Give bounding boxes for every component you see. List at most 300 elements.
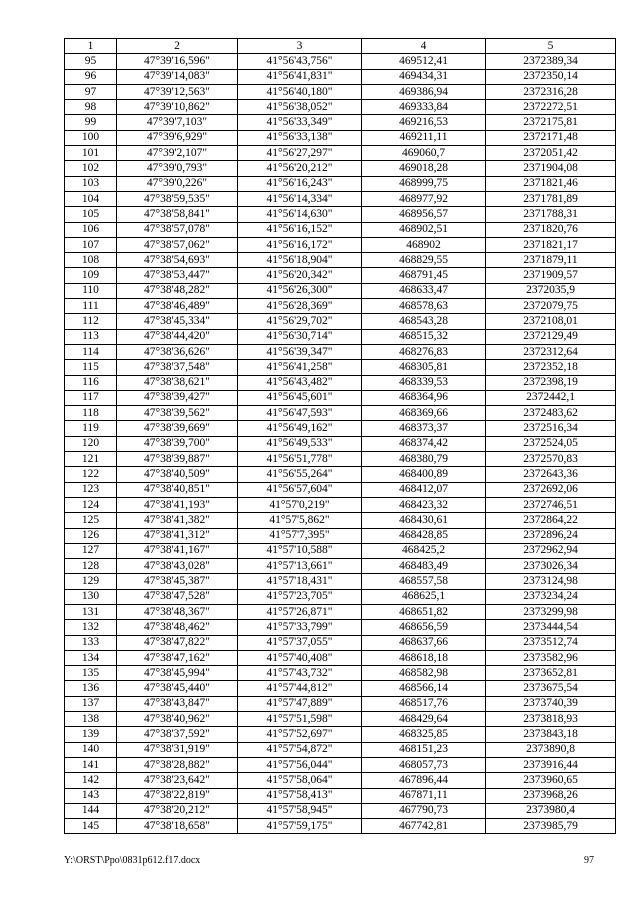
table-cell: 2373968,26 bbox=[486, 788, 616, 803]
table-cell: 47°38'18,658" bbox=[117, 819, 238, 834]
table-cell: 2373582,96 bbox=[486, 650, 616, 665]
table-cell: 47°38'45,387" bbox=[117, 574, 238, 589]
table-cell: 41°56'39,347" bbox=[238, 344, 362, 359]
table-row bbox=[65, 222, 616, 237]
table-cell: 2372035,9 bbox=[486, 283, 616, 298]
table-cell: 47°38'23,642" bbox=[117, 773, 238, 788]
table-cell: 468380,79 bbox=[362, 452, 486, 467]
table-row bbox=[65, 574, 616, 589]
table-cell: 129 bbox=[65, 574, 117, 589]
table-cell: 41°57'0,219" bbox=[238, 497, 362, 512]
table-cell: 127 bbox=[65, 543, 117, 558]
table-cell: 47°39'12,563" bbox=[117, 84, 238, 99]
table-cell: 41°57'10,588" bbox=[238, 543, 362, 558]
table-cell: 41°57'51,598" bbox=[238, 712, 362, 727]
table-cell: 99 bbox=[65, 115, 117, 130]
table-row bbox=[65, 406, 616, 421]
table-row bbox=[65, 375, 616, 390]
table-cell: 2373843,18 bbox=[486, 727, 616, 742]
table-row bbox=[65, 207, 616, 222]
table-cell: 47°38'39,887" bbox=[117, 452, 238, 467]
table-cell: 47°39'7,103" bbox=[117, 115, 238, 130]
table-cell: 468618,18 bbox=[362, 650, 486, 665]
table-cell: 2371821,46 bbox=[486, 176, 616, 191]
table-cell: 467896,44 bbox=[362, 773, 486, 788]
table-cell: 41°56'27,297" bbox=[238, 146, 362, 161]
coordinates-table bbox=[64, 38, 616, 834]
table-row bbox=[65, 497, 616, 512]
table-cell: 138 bbox=[65, 712, 117, 727]
table-cell: 47°38'40,962" bbox=[117, 712, 238, 727]
table-cell: 2371781,89 bbox=[486, 191, 616, 206]
table-cell: 114 bbox=[65, 344, 117, 359]
table-row bbox=[65, 482, 616, 497]
table-cell: 41°57'43,732" bbox=[238, 666, 362, 681]
table-cell: 41°57'33,799" bbox=[238, 620, 362, 635]
table-cell: 2373026,34 bbox=[486, 559, 616, 574]
table-row bbox=[65, 452, 616, 467]
table-cell: 47°38'37,548" bbox=[117, 360, 238, 375]
table-cell: 47°39'14,083" bbox=[117, 69, 238, 84]
table-cell: 102 bbox=[65, 161, 117, 176]
table-cell: 41°56'20,212" bbox=[238, 161, 362, 176]
table-cell: 118 bbox=[65, 406, 117, 421]
table-cell: 47°38'46,489" bbox=[117, 299, 238, 314]
table-cell: 469386,94 bbox=[362, 84, 486, 99]
table-cell: 468517,76 bbox=[362, 696, 486, 711]
table-cell: 134 bbox=[65, 650, 117, 665]
table-cell: 97 bbox=[65, 84, 117, 99]
table-cell: 468515,32 bbox=[362, 329, 486, 344]
table-row bbox=[65, 604, 616, 619]
table-cell: 2372079,75 bbox=[486, 299, 616, 314]
table-cell: 47°39'0,793" bbox=[117, 161, 238, 176]
table-cell: 47°38'40,509" bbox=[117, 467, 238, 482]
table-row bbox=[65, 360, 616, 375]
table-cell: 468566,14 bbox=[362, 681, 486, 696]
table-cell: 41°56'30,714" bbox=[238, 329, 362, 344]
table-cell: 47°39'16,596" bbox=[117, 54, 238, 69]
table-cell: 47°38'45,994" bbox=[117, 666, 238, 681]
table-cell: 116 bbox=[65, 375, 117, 390]
table-cell: 140 bbox=[65, 742, 117, 757]
table-cell: 41°56'28,369" bbox=[238, 299, 362, 314]
table-cell: 468429,64 bbox=[362, 712, 486, 727]
table-cell: 468151,23 bbox=[362, 742, 486, 757]
table-cell: 2373916,44 bbox=[486, 757, 616, 772]
table-row bbox=[65, 513, 616, 528]
table-cell: 47°38'22,819" bbox=[117, 788, 238, 803]
table-cell: 41°56'47,593" bbox=[238, 406, 362, 421]
table-cell: 41°56'14,334" bbox=[238, 191, 362, 206]
table-cell: 47°38'40,851" bbox=[117, 482, 238, 497]
column-header: 5 bbox=[486, 39, 616, 54]
table-cell: 2371821,17 bbox=[486, 237, 616, 252]
table-cell: 47°38'48,282" bbox=[117, 283, 238, 298]
table-row bbox=[65, 467, 616, 482]
table-cell: 2371820,76 bbox=[486, 222, 616, 237]
table-cell: 468829,55 bbox=[362, 253, 486, 268]
table-cell: 47°38'39,427" bbox=[117, 390, 238, 405]
table-row bbox=[65, 757, 616, 772]
table-cell: 469060,7 bbox=[362, 146, 486, 161]
table-cell: 41°56'45,601" bbox=[238, 390, 362, 405]
table-row bbox=[65, 436, 616, 451]
table-cell: 41°57'37,055" bbox=[238, 635, 362, 650]
table-cell: 468423,32 bbox=[362, 497, 486, 512]
table-row bbox=[65, 299, 616, 314]
table-cell: 2372316,28 bbox=[486, 84, 616, 99]
table-cell: 41°56'38,052" bbox=[238, 100, 362, 115]
table-header-row bbox=[65, 39, 616, 54]
table-cell: 2373234,24 bbox=[486, 589, 616, 604]
table-cell: 468305,81 bbox=[362, 360, 486, 375]
column-header: 3 bbox=[238, 39, 362, 54]
table-cell: 2371909,57 bbox=[486, 268, 616, 283]
table-cell: 2372570,83 bbox=[486, 452, 616, 467]
table-cell: 2372272,51 bbox=[486, 100, 616, 115]
table-cell: 47°38'28,882" bbox=[117, 757, 238, 772]
table-cell: 47°38'48,367" bbox=[117, 604, 238, 619]
table-cell: 41°57'58,064" bbox=[238, 773, 362, 788]
table-cell: 469333,84 bbox=[362, 100, 486, 115]
table-cell: 123 bbox=[65, 482, 117, 497]
table-cell: 2371904,08 bbox=[486, 161, 616, 176]
table-cell: 47°38'59,535" bbox=[117, 191, 238, 206]
table-cell: 469216,53 bbox=[362, 115, 486, 130]
table-cell: 468999,75 bbox=[362, 176, 486, 191]
table-cell: 41°56'20,342" bbox=[238, 268, 362, 283]
table-cell: 469018,28 bbox=[362, 161, 486, 176]
table-row bbox=[65, 773, 616, 788]
table-row bbox=[65, 543, 616, 558]
table-cell: 468430,61 bbox=[362, 513, 486, 528]
table-cell: 107 bbox=[65, 237, 117, 252]
table-cell: 468412,07 bbox=[362, 482, 486, 497]
table-cell: 119 bbox=[65, 421, 117, 436]
table-cell: 468557,58 bbox=[362, 574, 486, 589]
table-cell: 2373980,4 bbox=[486, 803, 616, 818]
page-number: 97 bbox=[584, 855, 594, 866]
table-cell: 41°57'56,044" bbox=[238, 757, 362, 772]
table-cell: 468483,49 bbox=[362, 559, 486, 574]
table-cell: 47°38'54,693" bbox=[117, 253, 238, 268]
table-cell: 41°57'47,889" bbox=[238, 696, 362, 711]
table-row bbox=[65, 176, 616, 191]
table-cell: 41°56'14,630" bbox=[238, 207, 362, 222]
table-row bbox=[65, 559, 616, 574]
table-cell: 124 bbox=[65, 497, 117, 512]
table-cell: 47°38'41,167" bbox=[117, 543, 238, 558]
table-cell: 110 bbox=[65, 283, 117, 298]
table-cell: 467790,73 bbox=[362, 803, 486, 818]
table-cell: 468364,96 bbox=[362, 390, 486, 405]
table-cell: 41°56'51,778" bbox=[238, 452, 362, 467]
table-cell: 141 bbox=[65, 757, 117, 772]
table-cell: 468425,2 bbox=[362, 543, 486, 558]
table-row bbox=[65, 100, 616, 115]
table-row bbox=[65, 130, 616, 145]
table-body bbox=[65, 54, 616, 834]
table-row bbox=[65, 589, 616, 604]
table-cell: 41°56'43,756" bbox=[238, 54, 362, 69]
table-cell: 41°56'26,300" bbox=[238, 283, 362, 298]
table-cell: 47°39'6,929" bbox=[117, 130, 238, 145]
table-cell: 47°38'44,420" bbox=[117, 329, 238, 344]
table-cell: 2372312,64 bbox=[486, 344, 616, 359]
table-cell: 41°56'49,162" bbox=[238, 421, 362, 436]
table-cell: 41°57'13,661" bbox=[238, 559, 362, 574]
table-row bbox=[65, 650, 616, 665]
table-cell: 468400,89 bbox=[362, 467, 486, 482]
table-cell: 41°57'44,812" bbox=[238, 681, 362, 696]
table-cell: 47°38'41,193" bbox=[117, 497, 238, 512]
table-cell: 468578,63 bbox=[362, 299, 486, 314]
table-cell: 109 bbox=[65, 268, 117, 283]
table-cell: 47°38'41,312" bbox=[117, 528, 238, 543]
table-cell: 2372896,24 bbox=[486, 528, 616, 543]
table-cell: 47°38'37,592" bbox=[117, 727, 238, 742]
table-cell: 100 bbox=[65, 130, 117, 145]
table-cell: 2373675,54 bbox=[486, 681, 616, 696]
table-cell: 130 bbox=[65, 589, 117, 604]
table-cell: 2373890,8 bbox=[486, 742, 616, 757]
table-cell: 95 bbox=[65, 54, 117, 69]
table-cell: 47°39'2,107" bbox=[117, 146, 238, 161]
table-cell: 143 bbox=[65, 788, 117, 803]
table-cell: 47°38'41,382" bbox=[117, 513, 238, 528]
table-cell: 468373,37 bbox=[362, 421, 486, 436]
table-cell: 105 bbox=[65, 207, 117, 222]
table-cell: 41°56'41,831" bbox=[238, 69, 362, 84]
table-cell: 47°38'39,700" bbox=[117, 436, 238, 451]
table-cell: 47°38'20,212" bbox=[117, 803, 238, 818]
table-cell: 468656,59 bbox=[362, 620, 486, 635]
table-cell: 41°57'26,871" bbox=[238, 604, 362, 619]
table-cell: 125 bbox=[65, 513, 117, 528]
table-cell: 2372175,81 bbox=[486, 115, 616, 130]
table-cell: 47°38'43,028" bbox=[117, 559, 238, 574]
table-cell: 41°57'58,945" bbox=[238, 803, 362, 818]
table-row bbox=[65, 115, 616, 130]
table-cell: 47°38'39,669" bbox=[117, 421, 238, 436]
table-row bbox=[65, 742, 616, 757]
table-row bbox=[65, 253, 616, 268]
table-cell: 41°56'55,264" bbox=[238, 467, 362, 482]
footer-file-path: Y:\ORST\Ppo\0831p612.f17.docx bbox=[64, 855, 201, 866]
table-cell: 468339,53 bbox=[362, 375, 486, 390]
table-cell: 47°38'47,822" bbox=[117, 635, 238, 650]
table-row bbox=[65, 819, 616, 834]
table-cell: 41°56'16,152" bbox=[238, 222, 362, 237]
table-cell: 47°38'57,062" bbox=[117, 237, 238, 252]
table-cell: 47°38'45,334" bbox=[117, 314, 238, 329]
table-cell: 126 bbox=[65, 528, 117, 543]
table-cell: 468276,83 bbox=[362, 344, 486, 359]
table-cell: 2372442,1 bbox=[486, 390, 616, 405]
table-cell: 139 bbox=[65, 727, 117, 742]
table-cell: 137 bbox=[65, 696, 117, 711]
table-cell: 47°38'47,162" bbox=[117, 650, 238, 665]
table-cell: 133 bbox=[65, 635, 117, 650]
column-header: 2 bbox=[117, 39, 238, 54]
table-cell: 47°39'0,226" bbox=[117, 176, 238, 191]
table-cell: 104 bbox=[65, 191, 117, 206]
table-cell: 468791,45 bbox=[362, 268, 486, 283]
table-cell: 131 bbox=[65, 604, 117, 619]
table-row bbox=[65, 84, 616, 99]
table-cell: 468902,51 bbox=[362, 222, 486, 237]
table-cell: 41°56'49,533" bbox=[238, 436, 362, 451]
table-cell: 111 bbox=[65, 299, 117, 314]
table-cell: 41°57'5,862" bbox=[238, 513, 362, 528]
table-row bbox=[65, 54, 616, 69]
table-cell: 41°56'18,904" bbox=[238, 253, 362, 268]
table-cell: 47°38'38,621" bbox=[117, 375, 238, 390]
table-cell: 2372692,06 bbox=[486, 482, 616, 497]
table-row bbox=[65, 681, 616, 696]
table-cell: 136 bbox=[65, 681, 117, 696]
table-cell: 41°56'57,604" bbox=[238, 482, 362, 497]
table-cell: 469211,11 bbox=[362, 130, 486, 145]
table-cell: 2372389,34 bbox=[486, 54, 616, 69]
table-row bbox=[65, 344, 616, 359]
table-cell: 2372962,94 bbox=[486, 543, 616, 558]
table-cell: 41°56'16,172" bbox=[238, 237, 362, 252]
table-cell: 2372129,49 bbox=[486, 329, 616, 344]
table-row bbox=[65, 268, 616, 283]
table-cell: 96 bbox=[65, 69, 117, 84]
table-cell: 2372524,05 bbox=[486, 436, 616, 451]
table-row bbox=[65, 421, 616, 436]
table-row bbox=[65, 635, 616, 650]
table-cell: 47°38'47,528" bbox=[117, 589, 238, 604]
table-cell: 47°38'58,841" bbox=[117, 207, 238, 222]
column-header: 4 bbox=[362, 39, 486, 54]
table-cell: 2372171,48 bbox=[486, 130, 616, 145]
table-cell: 41°56'40,180" bbox=[238, 84, 362, 99]
table-cell: 2373512,74 bbox=[486, 635, 616, 650]
table-cell: 122 bbox=[65, 467, 117, 482]
table-row bbox=[65, 314, 616, 329]
table-cell: 468582,98 bbox=[362, 666, 486, 681]
table-cell: 2373985,79 bbox=[486, 819, 616, 834]
table-cell: 112 bbox=[65, 314, 117, 329]
table-cell: 47°38'39,562" bbox=[117, 406, 238, 421]
table-cell: 47°38'43,847" bbox=[117, 696, 238, 711]
table-cell: 115 bbox=[65, 360, 117, 375]
table-cell: 47°38'36,626" bbox=[117, 344, 238, 359]
table-cell: 469434,31 bbox=[362, 69, 486, 84]
table-row bbox=[65, 283, 616, 298]
column-header: 1 bbox=[65, 39, 117, 54]
table-cell: 2372483,62 bbox=[486, 406, 616, 421]
table-cell: 41°56'33,138" bbox=[238, 130, 362, 145]
table-cell: 468325,85 bbox=[362, 727, 486, 742]
table-cell: 2373299,98 bbox=[486, 604, 616, 619]
table-cell: 113 bbox=[65, 329, 117, 344]
table-cell: 468625,1 bbox=[362, 589, 486, 604]
table-cell: 98 bbox=[65, 100, 117, 115]
table-cell: 2373444,54 bbox=[486, 620, 616, 635]
table-cell: 468057,73 bbox=[362, 757, 486, 772]
table-cell: 41°57'7,395" bbox=[238, 528, 362, 543]
table-row bbox=[65, 727, 616, 742]
table-cell: 117 bbox=[65, 390, 117, 405]
table-cell: 47°38'48,462" bbox=[117, 620, 238, 635]
table-row bbox=[65, 528, 616, 543]
table-cell: 41°57'40,408" bbox=[238, 650, 362, 665]
table-cell: 468543,28 bbox=[362, 314, 486, 329]
table-cell: 468637,66 bbox=[362, 635, 486, 650]
table-cell: 41°56'43,482" bbox=[238, 375, 362, 390]
table-cell: 2372516,34 bbox=[486, 421, 616, 436]
table-cell: 128 bbox=[65, 559, 117, 574]
table-cell: 41°57'54,872" bbox=[238, 742, 362, 757]
table-row bbox=[65, 69, 616, 84]
table-cell: 132 bbox=[65, 620, 117, 635]
table-cell: 467871,11 bbox=[362, 788, 486, 803]
table-cell: 41°57'52,697" bbox=[238, 727, 362, 742]
table-cell: 106 bbox=[65, 222, 117, 237]
table-cell: 2371788,31 bbox=[486, 207, 616, 222]
table-row bbox=[65, 620, 616, 635]
table-row bbox=[65, 803, 616, 818]
table-cell: 2372864,22 bbox=[486, 513, 616, 528]
table-cell: 47°38'57,078" bbox=[117, 222, 238, 237]
table-cell: 41°57'59,175" bbox=[238, 819, 362, 834]
table-cell: 41°57'58,413" bbox=[238, 788, 362, 803]
table-cell: 47°38'45,440" bbox=[117, 681, 238, 696]
table-cell: 108 bbox=[65, 253, 117, 268]
table-cell: 120 bbox=[65, 436, 117, 451]
table-row bbox=[65, 390, 616, 405]
table-row bbox=[65, 666, 616, 681]
table-cell: 41°56'41,258" bbox=[238, 360, 362, 375]
table-cell: 468428,85 bbox=[362, 528, 486, 543]
table-cell: 47°38'53,447" bbox=[117, 268, 238, 283]
table-cell: 467742,81 bbox=[362, 819, 486, 834]
table-cell: 41°57'18,431" bbox=[238, 574, 362, 589]
table-cell: 47°38'31,919" bbox=[117, 742, 238, 757]
table-row bbox=[65, 161, 616, 176]
table-row bbox=[65, 788, 616, 803]
table-row bbox=[65, 237, 616, 252]
table-cell: 142 bbox=[65, 773, 117, 788]
table-cell: 121 bbox=[65, 452, 117, 467]
table-cell: 2373652,81 bbox=[486, 666, 616, 681]
table-row bbox=[65, 712, 616, 727]
table-cell: 135 bbox=[65, 666, 117, 681]
table-cell: 2372108,01 bbox=[486, 314, 616, 329]
table-cell: 2372398,19 bbox=[486, 375, 616, 390]
table-cell: 468374,42 bbox=[362, 436, 486, 451]
table-cell: 2373818,93 bbox=[486, 712, 616, 727]
table-cell: 468902 bbox=[362, 237, 486, 252]
table-cell: 2372352,18 bbox=[486, 360, 616, 375]
table-cell: 145 bbox=[65, 819, 117, 834]
table-cell: 469512,41 bbox=[362, 54, 486, 69]
table-cell: 47°39'10,862" bbox=[117, 100, 238, 115]
table-cell: 468651,82 bbox=[362, 604, 486, 619]
table-cell: 41°56'16,243" bbox=[238, 176, 362, 191]
table-row bbox=[65, 329, 616, 344]
table-cell: 2372051,42 bbox=[486, 146, 616, 161]
table-row bbox=[65, 696, 616, 711]
table-cell: 144 bbox=[65, 803, 117, 818]
table-cell: 41°57'23,705" bbox=[238, 589, 362, 604]
table-cell: 41°56'33,349" bbox=[238, 115, 362, 130]
